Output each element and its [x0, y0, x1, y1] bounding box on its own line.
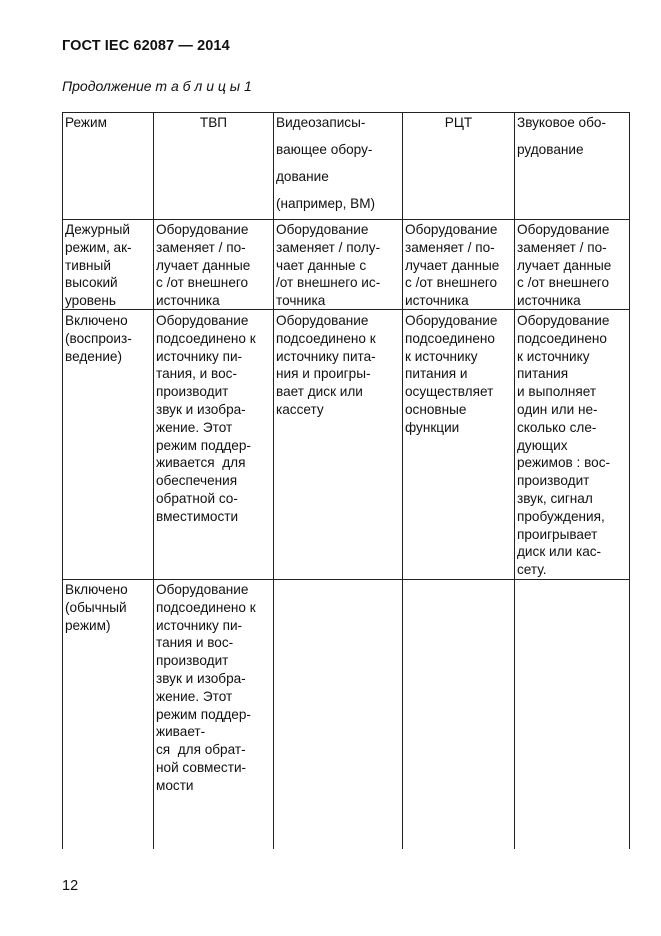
table-cell: Оборудование заменяет / по- лучает данные с /от внешнего источника [156, 222, 251, 309]
page-number: 12 [62, 878, 79, 894]
document-header: ГОСТ IEC 62087 — 2014 [62, 38, 230, 54]
table-cell: Оборудование заменяет / по- лучает данные с /от внешнего источника [405, 222, 500, 309]
table-cell: Оборудование заменяет / по- лучает данные с /от внешнего источника [517, 222, 612, 309]
table-cell: Оборудование подсоединено к источнику питания и выполняет один или не- сколько сле- дующих режимов : вос- производит звук, сигнал пробуждения, проигрывает диск или кас- сету. [517, 313, 611, 578]
column-header-mode: Режим [65, 115, 107, 130]
row-divider [62, 219, 630, 220]
column-divider [402, 112, 403, 849]
column-header-audio-equipment: Звуковое обо- рудование [517, 115, 606, 157]
table-border-right [629, 112, 630, 849]
column-divider [153, 112, 154, 849]
table-cell: Дежурный режим, ак- тивный высокий уровень [65, 222, 132, 309]
column-header-video-recorder: Видеозаписы- вающее обору- дование (например, ВМ) [276, 115, 376, 211]
table-cell: Включено (воспроиз- ведение) [65, 313, 132, 364]
table-cell: Оборудование подсоединено к источнику пи- тания, и вос- производит звук и изобра- жение. Этот режим поддер- живается для обеспечения обратной со- вместимости [156, 313, 256, 524]
row-divider [62, 579, 630, 580]
column-divider [514, 112, 515, 849]
table-cell: Включено (обычный режим) [65, 582, 128, 633]
column-divider [273, 112, 274, 849]
data-table [62, 112, 630, 849]
table-border-left [62, 112, 63, 849]
table-cell: Оборудование заменяет / полу- чает данные с /от внешнего ис- точника [276, 222, 381, 309]
table-caption: Продолжение т а б л и ц ы 1 [62, 78, 252, 94]
table-cell: Оборудование подсоединено к источнику пита- ния и проигры- вает диск или кассету [276, 313, 376, 417]
column-header-digital-tv: РЦТ [444, 115, 473, 130]
table-cell: Оборудование подсоединено к источнику пи- тания и вос- производит звук и изобра- жение. Этот режим поддер- живает- ся для обрат- ной совмести- мости [156, 582, 256, 793]
table-cell: Оборудование подсоединено к источнику питания и осуществляет основные функции [405, 313, 498, 435]
column-header-tv: ТВП [199, 115, 228, 130]
